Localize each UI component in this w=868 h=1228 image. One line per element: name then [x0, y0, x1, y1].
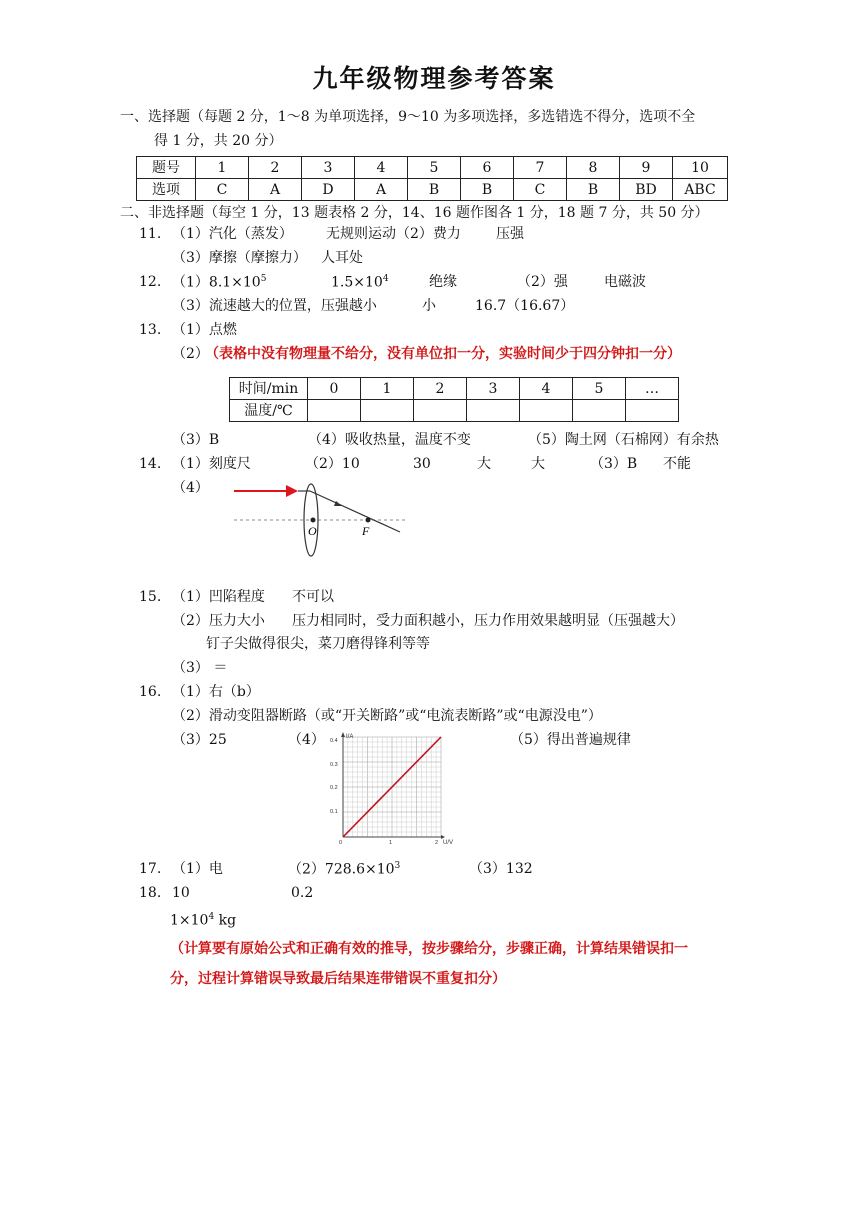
q16-answer-1: （1）右（b）	[172, 684, 260, 700]
q15-answer-6: （3） ＝	[172, 660, 228, 676]
q18-answer-3: $1\times 10^4$ kg	[170, 912, 237, 929]
q16-answer-5: （5）得出普遍规律	[510, 732, 631, 748]
q17-answer-2: $(2)728.6\times 10^3$	[288, 861, 401, 878]
page-title: 九年级物理参考答案	[312, 64, 556, 93]
q16-number: 16.	[139, 684, 162, 700]
q11-answer-2: 无规则运动（2）费力	[326, 226, 461, 242]
x-axis-label: U/V	[443, 840, 454, 846]
x-tick-label: 0	[339, 840, 343, 846]
q13-data-table	[229, 377, 679, 422]
table-cell: 7	[514, 157, 567, 179]
q15-number: 15.	[139, 589, 162, 605]
table-cell: C	[196, 179, 249, 201]
x-tick-label: 2	[435, 840, 439, 846]
q13-answer-2-prefix: （2）	[172, 346, 209, 362]
label-f: F	[362, 524, 370, 538]
table-cell: C	[514, 179, 567, 201]
q15-answer-4: 压力相同时，受力面积越小，压力作用效果越明显（压强越大）	[292, 613, 684, 629]
table-cell: 1	[361, 378, 414, 400]
table-cell	[361, 400, 414, 422]
q12-number: 12.	[139, 274, 162, 290]
q11-answer-3: 压强	[496, 226, 524, 242]
table-cell	[626, 400, 679, 422]
q11-answer-4: （3）摩擦（摩擦力）	[172, 250, 307, 266]
q18-answer-2: 0.2	[291, 885, 314, 901]
table-cell: A	[249, 179, 302, 201]
table-cell: 2	[249, 157, 302, 179]
table-cell: 6	[461, 157, 514, 179]
q17-number: 17.	[139, 861, 162, 877]
q13-answer-5: （5）陶土网（石棉网）有余热	[528, 432, 719, 448]
q12-answer-2: $1.5\times 10^4$	[331, 274, 389, 291]
q11-answer-1: （1）汽化（蒸发）	[172, 226, 293, 242]
q13-number: 13.	[139, 322, 162, 338]
lens-ray-diagram	[228, 474, 418, 570]
arrowhead-icon	[334, 501, 342, 506]
q14-answer-7: 不能	[663, 456, 691, 472]
q16-answer-4-prefix: （4）	[288, 732, 325, 748]
q13-answer-4: （4）吸收热量，温度不变	[308, 432, 471, 448]
table-row	[230, 378, 679, 400]
q14-answer-5: 大	[531, 456, 545, 472]
q13-answer-1: （1）点燃	[172, 322, 237, 338]
section1-heading-cont: 得 1 分，共 20 分）	[154, 133, 283, 149]
table-cell: 5	[408, 157, 461, 179]
q14-number: 14.	[139, 456, 162, 472]
section2-heading: 二、非选择题（每空 1 分，13 题表格 2 分，14、16 题作图各 1 分，18 题 7 分，共 50 分）	[120, 205, 709, 221]
table-cell	[573, 400, 626, 422]
focus-dot	[366, 518, 371, 523]
table-row	[137, 179, 728, 201]
x-axis-arrow-icon	[441, 835, 445, 839]
optical-center-dot	[311, 518, 316, 523]
table-row	[230, 400, 679, 422]
q12-answer-5: 电磁波	[604, 274, 646, 290]
q17-answer-3: （3）132	[469, 861, 533, 877]
q18-grading-note-line2: 分，过程计算错误导致最后结果连带错误不重复扣分）	[170, 971, 506, 987]
table-cell: 4	[355, 157, 408, 179]
q15-answer-5: 钉子尖做得很尖，菜刀磨得锋利等等	[206, 636, 430, 652]
q15-answer-3: （2）压力大小	[172, 613, 265, 629]
table-cell	[467, 400, 520, 422]
label-o: O	[308, 524, 317, 538]
table-header-cell: 时间/min	[230, 378, 308, 400]
q14-answer-8-prefix: （4）	[172, 480, 209, 496]
table-header-cell: 选项	[137, 179, 196, 201]
table-header-cell: 题号	[137, 157, 196, 179]
q15-answer-1: （1）凹陷程度	[172, 589, 265, 605]
current-voltage-graph	[325, 729, 455, 847]
table-cell: B	[408, 179, 461, 201]
y-axis-arrow-icon	[341, 732, 345, 737]
q17-answer-1: （1）电	[172, 861, 223, 877]
table-cell: 8	[567, 157, 620, 179]
q13-grading-note: （表格中没有物理量不给分，没有单位扣一分，实验时间少于四分钟扣一分）	[205, 346, 681, 362]
table-cell	[308, 400, 361, 422]
table-cell	[520, 400, 573, 422]
y-tick-label: 0.4	[330, 738, 338, 744]
q18-grading-note-line1: （计算要有原始公式和正确有效的推导，按步骤给分，步骤正确，计算结果错误扣一	[170, 941, 688, 957]
table-cell: 5	[573, 378, 626, 400]
table-cell: 1	[196, 157, 249, 179]
q12-answer-1: $(1)8.1\times 10^5$	[172, 274, 267, 291]
q12-answer-8: 16.7（16.67）	[475, 298, 575, 314]
choice-answer-table	[136, 156, 728, 201]
q11-answer-5: 人耳处	[321, 250, 363, 266]
table-cell: 3	[467, 378, 520, 400]
q16-answer-2: （2）滑动变阻器断路（或“开关断路”或“电流表断路”或“电源没电”）	[172, 708, 602, 724]
table-cell: BD	[620, 179, 673, 201]
y-tick-label: 0.1	[330, 809, 338, 815]
q11-number: 11.	[139, 226, 162, 242]
table-cell: 0	[308, 378, 361, 400]
q18-number: 18.	[139, 885, 162, 901]
arrowhead-icon	[286, 485, 298, 497]
q14-answer-1: （1）刻度尺	[172, 456, 251, 472]
y-tick-label: 0.3	[330, 762, 338, 768]
q12-answer-6: （3）流速越大的位置，压强越小	[172, 298, 377, 314]
q18-answer-1: 10	[172, 885, 190, 901]
x-tick-label: 1	[389, 840, 393, 846]
table-row	[137, 157, 728, 179]
q15-answer-2: 不可以	[292, 589, 334, 605]
y-tick-label: 0.2	[330, 785, 338, 791]
q14-answer-2: （2）10	[305, 456, 360, 472]
refracted-ray	[310, 491, 400, 532]
table-cell: B	[567, 179, 620, 201]
table-cell: D	[302, 179, 355, 201]
q12-answer-4: （2）强	[517, 274, 568, 290]
table-cell: ABC	[673, 179, 728, 201]
section1-heading: 一、选择题（每题 2 分，1～8 为单项选择，9～10 为多项选择，多选错选不得分，选项不全	[120, 109, 696, 125]
q12-answer-3: 绝缘	[429, 274, 457, 290]
table-header-cell: 温度/℃	[230, 400, 308, 422]
table-cell: …	[626, 378, 679, 400]
q14-answer-3: 30	[413, 456, 431, 472]
table-cell: 3	[302, 157, 355, 179]
y-axis-label: I/A	[346, 734, 354, 740]
q13-answer-3: （3）B	[172, 432, 220, 448]
table-cell: 10	[673, 157, 728, 179]
q12-answer-7: 小	[422, 298, 436, 314]
q14-answer-6: （3）B	[590, 456, 638, 472]
table-cell: B	[461, 179, 514, 201]
table-cell	[414, 400, 467, 422]
q16-answer-3: （3）25	[172, 732, 227, 748]
table-cell: A	[355, 179, 408, 201]
table-cell: 4	[520, 378, 573, 400]
table-cell: 2	[414, 378, 467, 400]
table-cell: 9	[620, 157, 673, 179]
q14-answer-4: 大	[477, 456, 491, 472]
